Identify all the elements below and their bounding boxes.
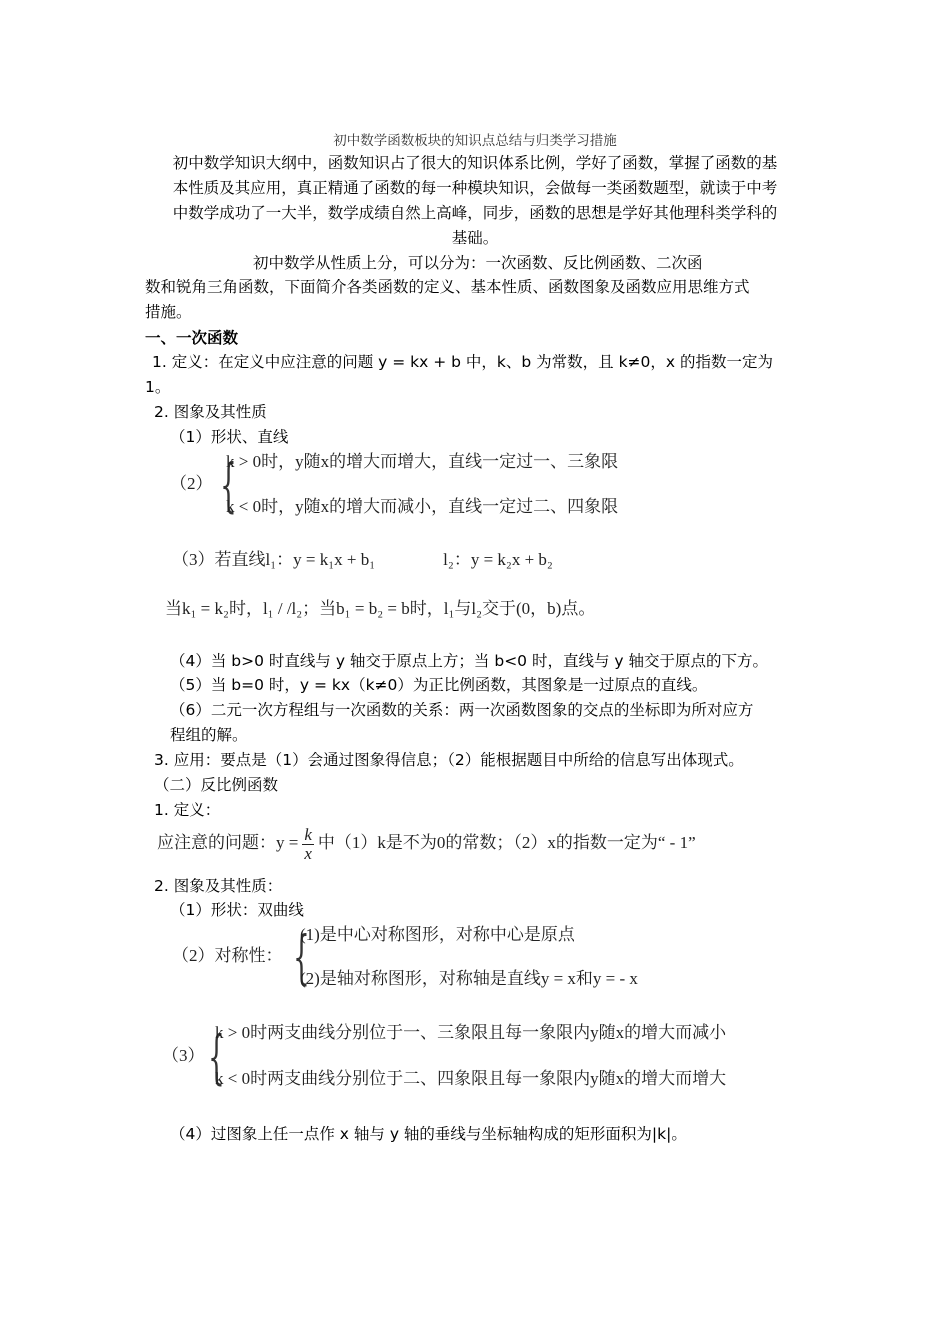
section1-property-3-condition: 当k₁ = k₂时，l₁ / /l₂；当b₁ = b₂ = b时，l₁与l₂交于(0，b)点。 xyxy=(165,599,596,618)
section1-property-6-line-1: （6）二元一次方程组与一次函数的关系：两一次函数图象的交点的坐标即为所对应方 xyxy=(170,701,754,719)
section2-property-3-case-2: k < 0时两支曲线分别位于二、四象限且每一象限内y随x的增大而增大 xyxy=(215,1069,727,1088)
section2-property-2-case-1: (1)是中心对称图形，对称中心是原点 xyxy=(300,925,575,944)
section1-property-6-line-2: 程组的解。 xyxy=(170,726,248,744)
section1-heading: 一、一次函数 xyxy=(145,329,239,347)
left-brace-icon: { xyxy=(208,1023,225,1091)
section2-heading: （二）反比例函数 xyxy=(154,776,279,794)
definition-note-prefix: 应注意的问题：y = xyxy=(157,833,299,852)
section2-definition-note xyxy=(157,824,696,863)
section2-graph-heading: 2. 图象及其性质： xyxy=(154,877,283,895)
intro-line-4: 基础。 xyxy=(451,229,499,247)
section1-property-3: （3）若直线l₁：y = k₁x + b₁ l₂：y = k₂x + b₂ xyxy=(172,550,553,569)
intro-line-5: 初中数学从性质上分，可以分为：一次函数、反比例函数、二次函 xyxy=(253,254,703,272)
intro-line-2: 本性质及其应用，真正精通了函数的每一种模块知识，会做每一类函数题型，就读于中考 xyxy=(172,179,778,197)
section1-property-4: （4）当 b>0 时直线与 y 轴交于原点上方；当 b<0 时，直线与 y 轴交于原点的下方。 xyxy=(170,652,769,670)
section2-property-2-case-2: (2)是轴对称图形，对称轴是直线y = x和y = - x xyxy=(300,969,638,988)
left-brace-icon: { xyxy=(220,451,237,519)
section1-graph-heading: 2. 图象及其性质 xyxy=(154,403,267,421)
page-title: 初中数学函数板块的知识点总结与归类学习措施 xyxy=(333,133,617,149)
section2-definition: 1. 定义： xyxy=(154,801,221,819)
section1-property-2-label: （2） xyxy=(170,474,213,493)
section1-property-2-case-2: k < 0时，y随x的增大而减小，直线一定过二、四象限 xyxy=(226,497,619,516)
section2-property-4: （4）过图象上任一点作 x 轴与 y 轴的垂线与坐标轴构成的矩形面积为|k|。 xyxy=(170,1125,687,1143)
definition-note-suffix: 中（1）k是不为0的常数；（2）x的指数一定为“ - 1” xyxy=(317,833,696,852)
section2-property-3-label: （3） xyxy=(162,1046,205,1065)
section1-def-line-1: 1. 定义：在定义中应注意的问题 y = kx + b 中，k、b 为常数，且 k≠0，x 的指数一定为 xyxy=(152,353,774,371)
fraction-denominator: x xyxy=(304,843,312,863)
intro-line-6: 数和锐角三角函数，下面简介各类函数的定义、基本性质、函数图象及函数应用思维方式 xyxy=(145,278,750,296)
fraction-k-over-x xyxy=(302,826,314,863)
intro-line-7: 措施。 xyxy=(145,303,192,321)
section1-def-line-2: 1。 xyxy=(145,378,171,396)
section1-property-2-case-1: k > 0时，y随x的增大而增大，直线一定过一、三象限 xyxy=(226,452,619,471)
section1-application: 3. 应用：要点是（1）会通过图象得信息；（2）能根据题目中所给的信息写出体现式。 xyxy=(154,751,744,769)
section2-property-3-case-1: k > 0时两支曲线分别位于一、三象限且每一象限内y随x的增大而减小 xyxy=(215,1023,727,1042)
intro-line-3: 中数学成功了一大半，数学成绩自然上高峰，同步，函数的思想是学好其他理科类学科的 xyxy=(172,204,778,222)
section2-property-1: （1）形状：双曲线 xyxy=(170,901,304,919)
section1-property-1: （1）形状、直线 xyxy=(170,428,289,446)
intro-line-1: 初中数学知识大纲中，函数知识占了很大的知识体系比例，学好了函数，掌握了函数的基 xyxy=(172,154,778,172)
section2-property-2-label: （2）对称性： xyxy=(172,946,283,965)
section1-property-5: （5）当 b=0 时，y = kx（k≠0）为正比例函数，其图象是一过原点的直线。 xyxy=(170,676,708,694)
fraction-numerator: k xyxy=(304,824,312,844)
left-brace-icon: { xyxy=(293,923,310,991)
